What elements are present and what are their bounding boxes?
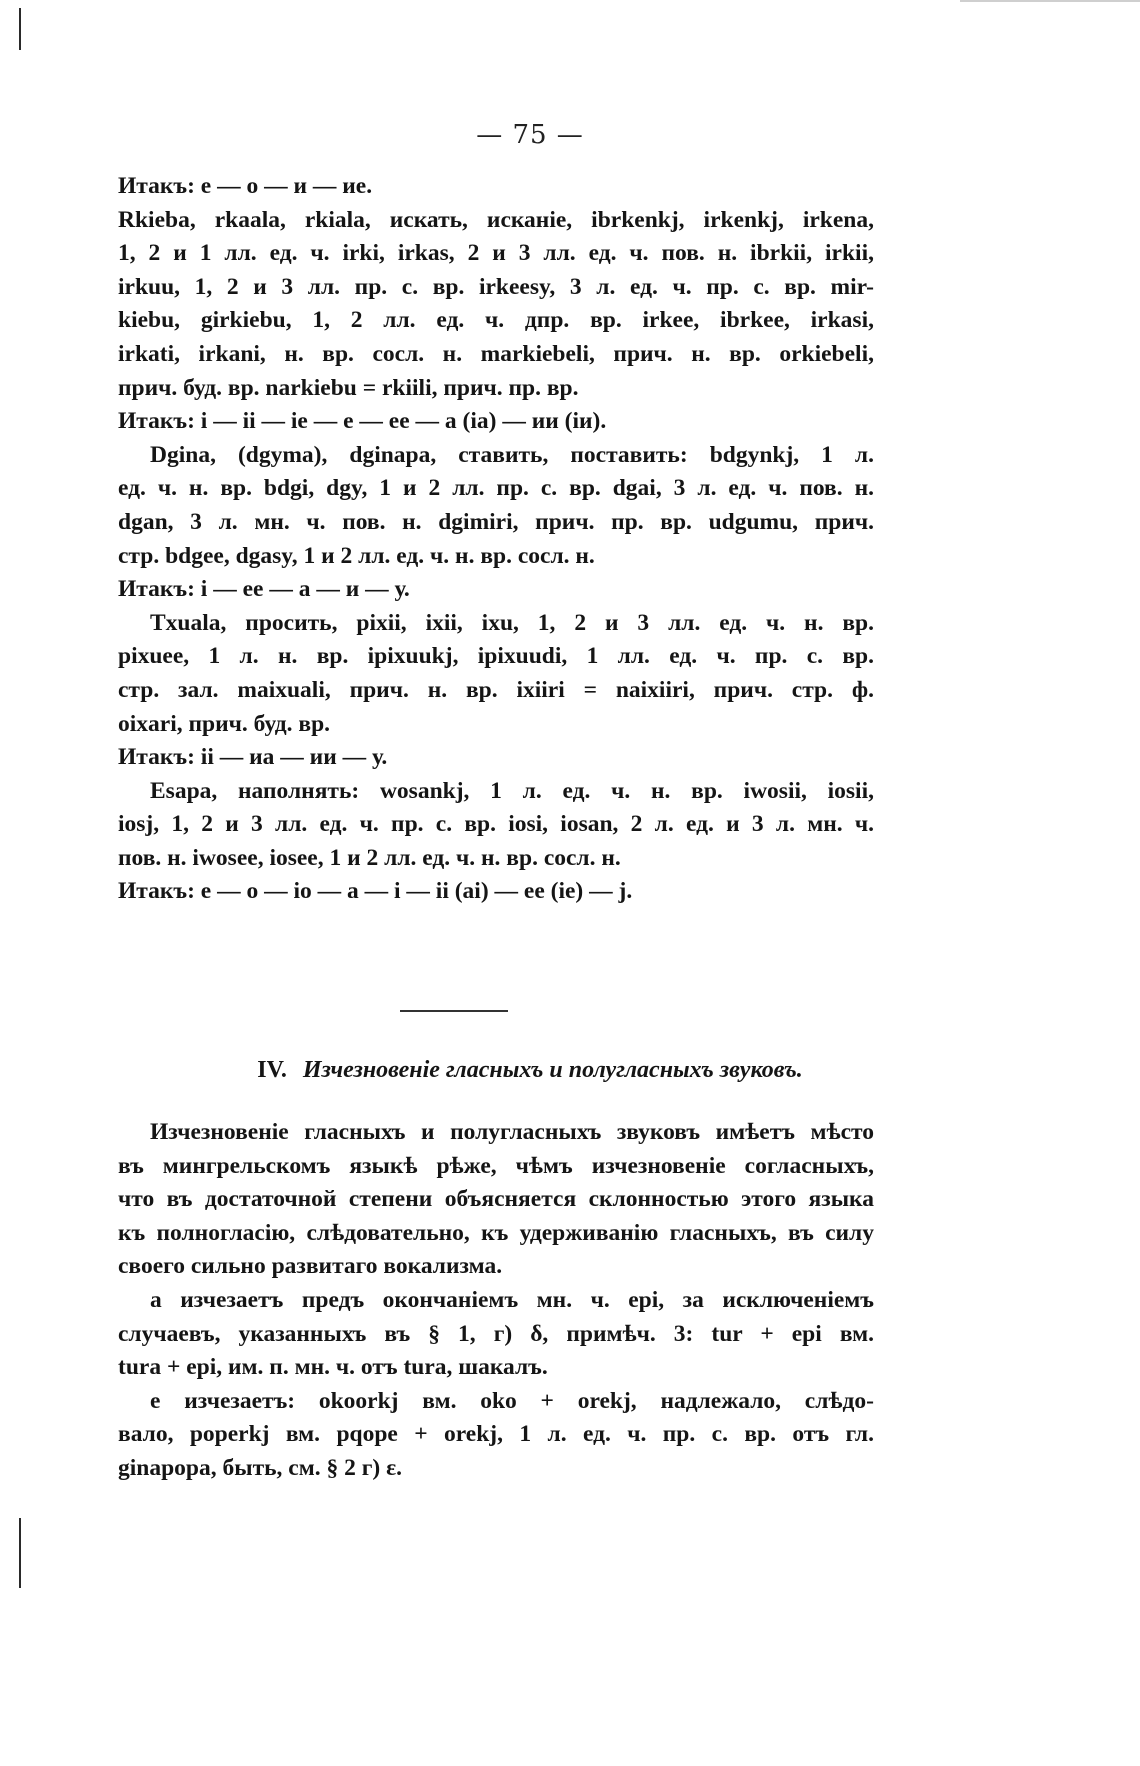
- paragraph-line: tura + epi, им. п. мн. ч. отъ tura, шакалъ.: [118, 1354, 548, 1381]
- paragraph-line: е изчезаетъ: okoorkj вм. oko + orekj, надлежало, слѣдо-: [150, 1387, 874, 1414]
- paragraph-line: что въ достаточной степени объясняется склонностью этого языка: [118, 1186, 874, 1213]
- section-divider: [400, 1010, 508, 1012]
- summary-line: Итакъ: е — о — іо — а — і — іі (аі) — ее (іе) — ј.: [118, 878, 633, 905]
- paragraph-line: пов. н. iwosee, iosee, 1 и 2 лл. ед. ч. н. вр. сосл. н.: [118, 844, 621, 871]
- section-heading: [0, 1057, 1060, 1084]
- paragraph-line: стр. bdgee, dgasy, 1 и 2 лл. ед. ч. н. вр. сосл. н.: [118, 542, 595, 569]
- paragraph-line: ед. ч. н. вр. bdgi, dgy, 1 и 2 лл. пр. с. вр. dgai, 3 л. ед. ч. пов. н.: [118, 475, 874, 502]
- paragraph-line: въ мингрельскомъ языкѣ рѣже, чѣмъ изчезновеніе согласныхъ,: [118, 1152, 874, 1179]
- paragraph-line: Txuala, просить, pixii, ixii, ixu, 1, 2 и 3 лл. ед. ч. н. вр.: [150, 609, 874, 636]
- paragraph-line: oixari, прич. буд. вр.: [118, 710, 331, 737]
- paragraph-line: irkuu, 1, 2 и 3 лл. пр. с. вр. irkeesy, 3 л. ед. ч. пр. с. вр. mir-: [118, 273, 874, 300]
- paragraph-line: Изчезновеніе гласныхъ и полугласныхъ звуковъ имѣетъ мѣсто: [150, 1119, 874, 1145]
- section-title: Изчезновеніе гласныхъ и полугласныхъ звуковъ.: [302, 1057, 803, 1083]
- paragraph-line: случаевъ, указанныхъ въ § 1, г) δ, примѣч. 3: tur + epi вм.: [118, 1320, 874, 1347]
- paragraph-line: kiebu, girkiebu, 1, 2 лл. ед. ч. дпр. вр. irkee, ibrkee, irkasi,: [118, 307, 874, 334]
- paragraph-line: къ полногласію, слѣдовательно, къ удерживанію гласныхъ, въ силу: [118, 1219, 874, 1246]
- paragraph-line: pixuee, 1 л. н. вр. ipixuukj, ipixuudi, 1 лл. ед. ч. пр. с. вр.: [118, 643, 874, 670]
- paragraph-line: irkati, irkani, н. вр. сосл. н. markiebeli, прич. н. вр. orkiebeli,: [118, 340, 874, 367]
- section-number: IV.: [257, 1057, 287, 1083]
- scan-edge-mark-bottom: [19, 1518, 21, 1588]
- paragraph-line: Rkieba, rkaala, rkiala, искать, исканіе, ibrkenkj, irkenkj, irkena,: [118, 206, 874, 233]
- paragraph-line: своего сильно развитаго вокализма.: [118, 1253, 503, 1280]
- summary-line: Итакъ: і — ее — а — и — у.: [118, 576, 410, 603]
- summary-line: Итакъ: і — іі — іе — е — ее — а (іа) — ии (іи).: [118, 408, 607, 435]
- paragraph-line: прич. буд. вр. narkiebu = rkiili, прич. пр. вр.: [118, 374, 579, 401]
- page-number: — 75 —: [476, 120, 584, 150]
- paragraph-line: стр. зал. maixuali, прич. н. вр. ixiiri = naixiiri, прич. стр. ф.: [118, 676, 874, 703]
- paragraph-line: iosj, 1, 2 и 3 лл. ед. ч. пр. с. вр. iosi, iosan, 2 л. ед. и 3 л. мн. ч.: [118, 811, 874, 838]
- paragraph-line: ginapopa, быть, см. § 2 г) ε.: [118, 1454, 403, 1481]
- paragraph-line: вало, poperkj вм. pqope + orekj, 1 л. ед. ч. пр. с. вр. отъ гл.: [118, 1421, 874, 1448]
- text-block-vowel-alternations: [118, 170, 874, 909]
- paragraph-line: Esapa, наполнять: wosankj, 1 л. ед. ч. н. вр. iwosii, iosii,: [150, 777, 874, 804]
- scan-edge-mark-top: [19, 8, 21, 50]
- paragraph-line: Dgina, (dgyma), dginapa, ставить, поставить: bdgynkj, 1 л.: [150, 441, 874, 468]
- summary-line: Итакъ: іі — иа — ии — у.: [118, 744, 388, 771]
- scan-edge-mark-topright: [960, 0, 1140, 2]
- text-block-vowel-loss: [118, 1116, 874, 1486]
- summary-line: Итакъ: е — о — и — ие.: [118, 173, 373, 199]
- paragraph-line: dgan, 3 л. мн. ч. пов. н. dgimiri, прич. пр. вр. udgumu, прич.: [118, 508, 874, 535]
- paragraph-line: а изчезаетъ предъ окончаніемъ мн. ч. epi, за исключеніемъ: [150, 1286, 874, 1313]
- paragraph-line: 1, 2 и 1 лл. ед. ч. irki, irkas, 2 и 3 лл. ед. ч. пов. н. ibrkii, irkii,: [118, 240, 874, 267]
